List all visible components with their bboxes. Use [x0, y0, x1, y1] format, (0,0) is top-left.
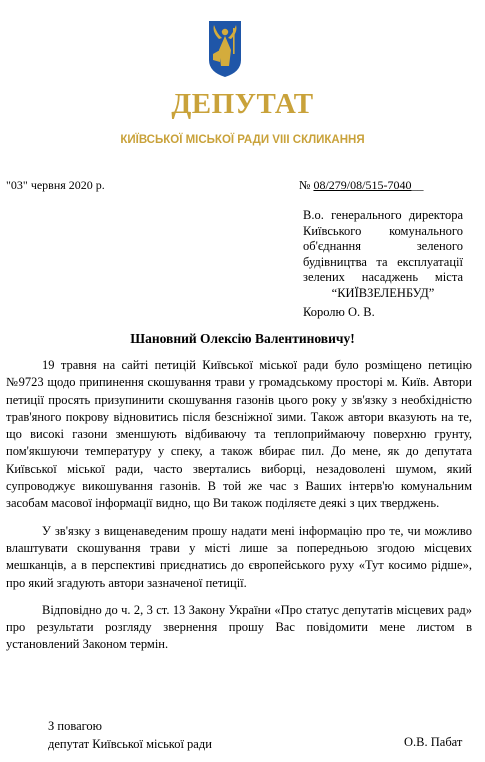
signer-name: О.В. Пабат	[404, 735, 463, 749]
addressee-line: будівництва та експлуатації	[303, 254, 463, 269]
letter-body	[6, 357, 472, 664]
greeting: Шановний Олексію Валентиновичу!	[130, 331, 355, 346]
addressee-line: В.о. генерального директора	[303, 208, 463, 222]
closing-block	[48, 717, 212, 753]
closing-regards: З повагою	[48, 719, 103, 733]
body-paragraph: Відповідно до ч. 2, 3 ст. 13 Закону України «Про статус депутатів місцевих рад» про результати розгляду звернення прошу Вас повідомити мене листом в установлений Законом термін.	[6, 602, 472, 652]
number-value: 08/279/08/515-7040	[313, 178, 412, 192]
letter-number: № 08/279/08/515-7040__	[299, 178, 424, 192]
addressee-line: зелених насаджень міста	[303, 270, 463, 284]
addressee-block	[303, 208, 463, 301]
addressee-line: Київського комунального	[303, 223, 463, 238]
kyiv-coat-of-arms-icon	[208, 20, 242, 78]
date-day: 03	[10, 178, 23, 192]
body-paragraph: 19 травня на сайті петицій Київської міської ради було розміщено петицію №9723 щодо припинення скошування трави у громадському просторі м. Київ. Автори петиції просять призупинити скошування газонів цього року у зв'язку з необхідністю трав'яного покрову відновитись після безсніжної зими. Також автори вказують на те, що високі газони зменшують відбиваючу та теплоприймаючу поверхню грунту, пом'якшуючи температуру у спеку, а також вбирає пил. До мене, як до депутата Київської міської ради, часто звертались виборці, незадоволені шумом, який супроводжує викошування газонів. В той же час з Ваших інтерв'ю комунальним засобам масової інформації видно, що Ви також поділяєте деякі з цих тверджень.	[6, 358, 472, 511]
closing-position: депутат Київської міської ради	[48, 737, 212, 751]
letterhead-title: ДЕПУТАТ	[171, 88, 314, 120]
letterhead-subtitle: КИЇВСЬКОЇ МІСЬКОЇ РАДИ VIII СКЛИКАННЯ	[120, 134, 365, 146]
addressee-line: об'єднання зеленого	[303, 239, 463, 253]
letter-date: "03" червня 2020 р.	[6, 178, 105, 192]
number-prefix: №	[299, 178, 314, 192]
recipient-name: Королю О. В.	[303, 305, 375, 319]
body-paragraph: У зв'язку з вищенаведеним прошу надати мені інформацію про те, чи можливо влаштувати скошування трави у місті лише за попередньою згодою місцевих мешканців, а в перспективі приєднатись до європейського руху «Тут косимо рідше», про який згадують автори зазначеної петиції.	[6, 523, 472, 590]
date-month-year: червня 2020 р.	[27, 178, 105, 192]
addressee-line: “КИЇВЗЕЛЕНБУД”	[331, 285, 435, 300]
